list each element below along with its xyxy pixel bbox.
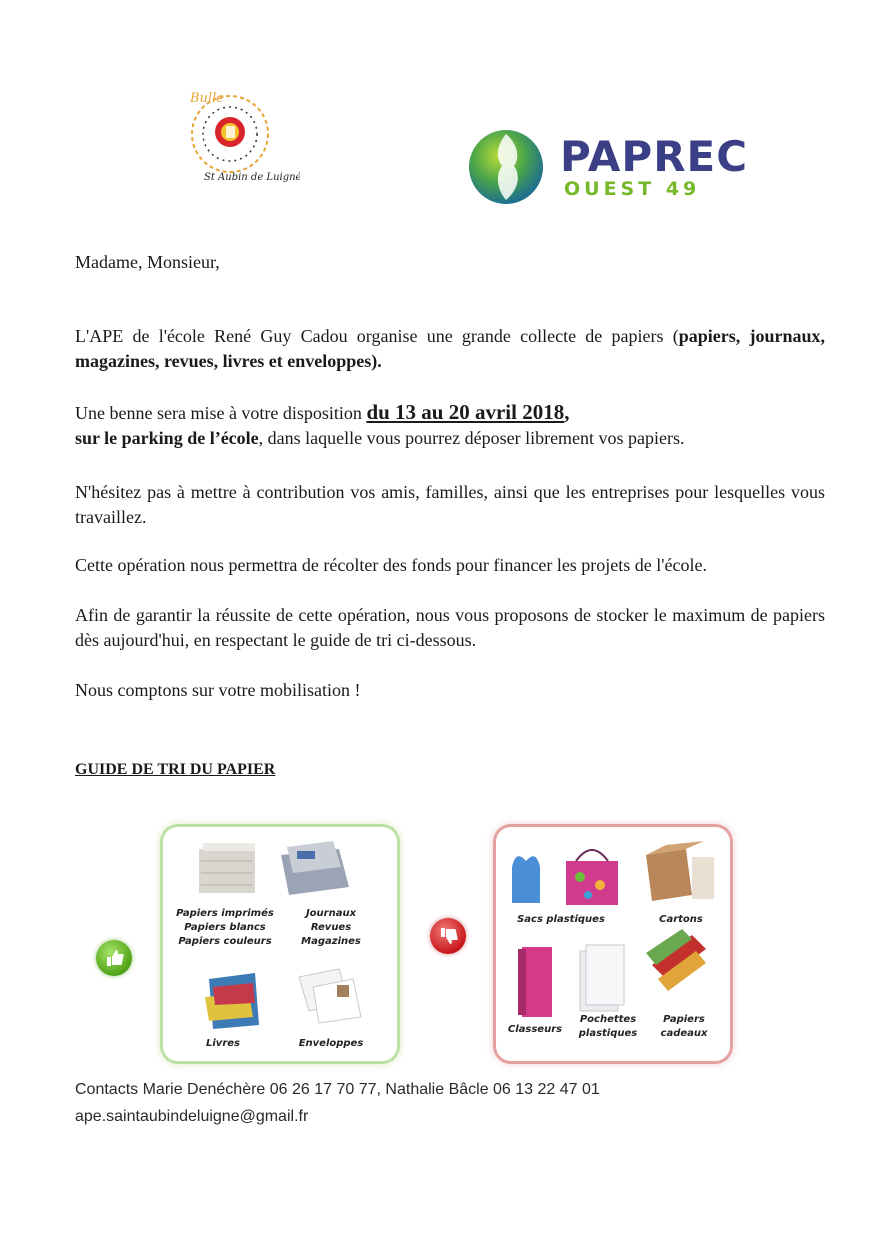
school-logo: [160, 84, 300, 184]
paragraph-fonds: Cette opération nous permettra de récolter des fonds pour financer les projets de l'école.: [75, 555, 708, 575]
paragraph-stockage: Afin de garantir la réussite de cette opération, nous vous proposons de stocker le maximum de papiers dès aujourd'hui, en respectant le guide de tri ci-dessous.: [75, 605, 825, 650]
collecte-text: L'APE de l'école René Guy Cadou organise une grande collecte de papiers (: [75, 326, 679, 346]
collecte-items: papiers, journaux, magazines, revues, livres et enveloppes).: [75, 326, 825, 371]
caption-printed-papers: Papiers imprimés Papiers blancs Papiers couleurs: [176, 908, 274, 947]
thumbs-up-icon: [96, 940, 132, 976]
collecte-date: du 13 au 20 avril 2018: [366, 400, 565, 424]
svg-text:St Aubin de Luigné: St Aubin de Luigné: [204, 172, 300, 183]
paragraph-benne: [75, 400, 825, 451]
greeting: Madame, Monsieur,: [75, 252, 220, 272]
contact-email: ape.saintaubindeluigne@gmail.fr: [75, 1108, 309, 1125]
caption-plastic-pockets: Pochettes plastiques: [578, 1014, 638, 1039]
guide-title: GUIDE DE TRI DU PAPIER: [75, 761, 276, 778]
paprec-subtitle: OUEST 49: [564, 178, 701, 200]
accepted-papers-panel: [160, 824, 400, 1064]
caption-cartons: Cartons: [659, 914, 703, 925]
benne-text-end: , dans laquelle vous pourrez déposer librement vos papiers.: [258, 428, 685, 448]
paprec-logo: [462, 128, 762, 206]
caption-books: Livres: [206, 1038, 240, 1049]
caption-envelopes: Enveloppes: [298, 1038, 364, 1049]
benne-text: Une benne sera mise à votre disposition: [75, 403, 367, 423]
refused-papers-panel: [493, 824, 733, 1064]
caption-plastic-bags: Sacs plastiques: [517, 914, 605, 925]
paragraph-mobilisation: Nous comptons sur votre mobilisation !: [75, 680, 361, 700]
paragraph-contribution: N'hésitez pas à mettre à contribution vos amis, familles, ainsi que les entreprises pour lesquelles vous travaillez.: [75, 482, 825, 527]
caption-binders: Classeurs: [507, 1024, 563, 1035]
parking-location: sur le parking de l’école: [75, 428, 259, 448]
paprec-name: PAPREC: [560, 132, 749, 181]
paragraph-collecte: [75, 324, 825, 374]
caption-gift-paper: Papiers cadeaux: [660, 1014, 708, 1039]
contact-line: Contacts Marie Denéchère 06 26 17 70 77, Nathalie Bâcle 06 13 22 47 01: [75, 1081, 600, 1098]
thumbs-down-icon: [430, 918, 466, 954]
date-comma: ,: [564, 400, 570, 424]
caption-newspapers: Journaux Revues Magazines: [301, 908, 361, 947]
svg-text:Bulle: Bulle: [190, 91, 224, 106]
